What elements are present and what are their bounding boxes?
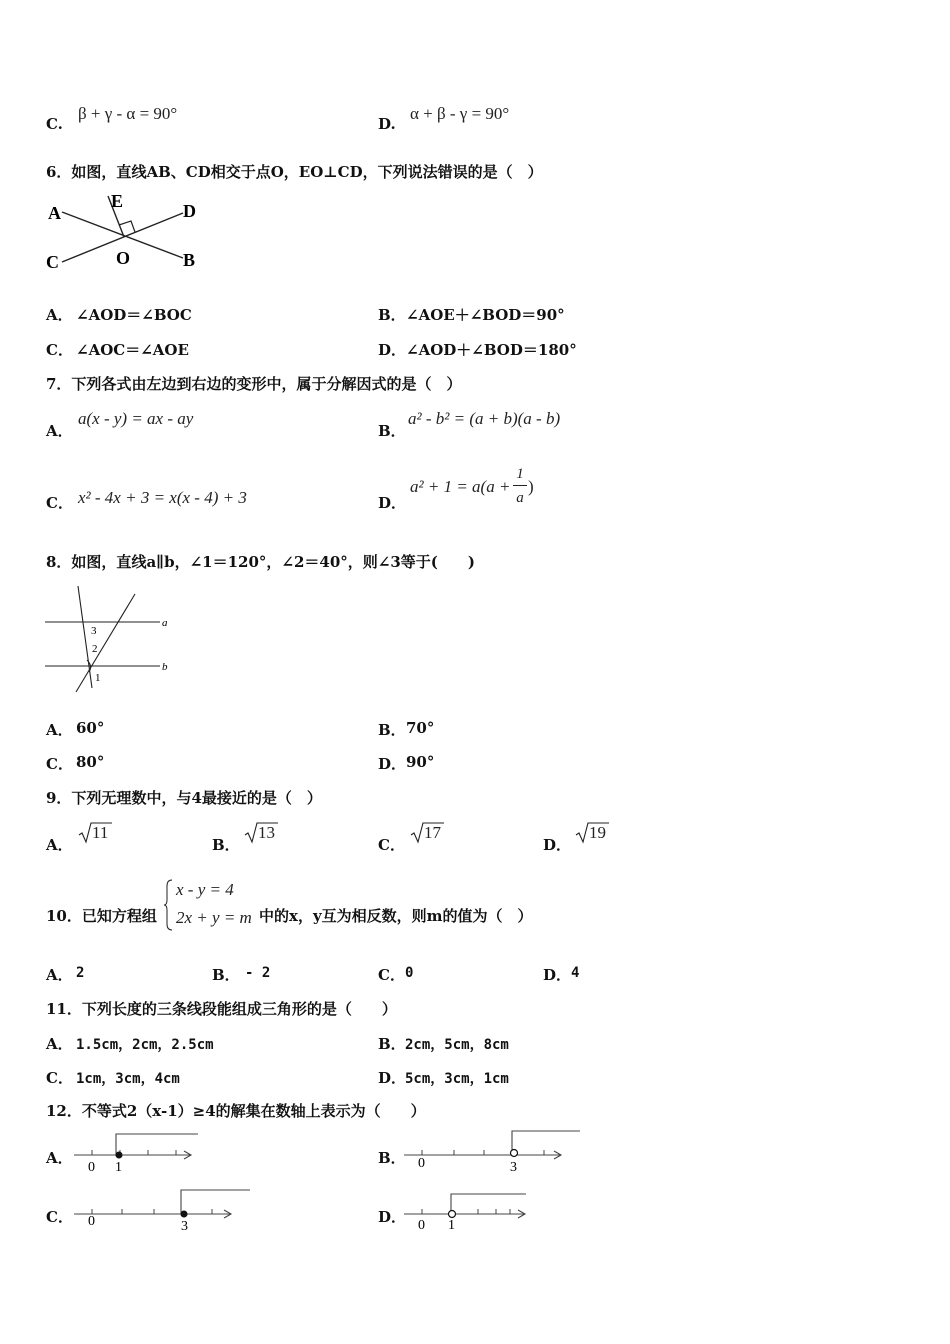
q12-d-mark: 1 bbox=[448, 1218, 455, 1233]
q11-option-a-label: A． bbox=[46, 1035, 73, 1053]
q10-option-b-label: B． bbox=[212, 966, 240, 984]
q12-b-zero: 0 bbox=[418, 1156, 425, 1171]
q12-option-c-label: C． bbox=[46, 1208, 73, 1226]
fig6-label-o: O bbox=[116, 248, 131, 268]
q11-option-c-label: C． bbox=[46, 1069, 73, 1087]
q7-option-c-expr: x² - 4x + 3 = x(x - 4) + 3 bbox=[78, 488, 247, 507]
q7-option-d-frac-num: 1 bbox=[516, 466, 524, 482]
q8-figure bbox=[40, 580, 180, 700]
q7-option-d-frac-den: a bbox=[516, 490, 524, 506]
q8-stem: 8．如图，直线a∥b，∠1＝120°，∠2＝40°，则∠3等于( ) bbox=[46, 553, 475, 571]
system-brace-icon bbox=[164, 878, 174, 932]
fig8-label-b: b bbox=[162, 661, 168, 673]
q10-option-a-label: A． bbox=[46, 966, 73, 984]
q8-option-c-text: 80° bbox=[76, 753, 105, 771]
q9-option-a-label: A． bbox=[46, 836, 73, 854]
q8-option-b-text: 70° bbox=[406, 719, 435, 737]
q7-option-d-label: D． bbox=[378, 494, 407, 512]
q6-option-d-text: ∠AOD＋∠BOD＝180° bbox=[406, 341, 577, 359]
q12-c-mark: 3 bbox=[181, 1219, 188, 1234]
q11-option-b-label: B． bbox=[378, 1035, 406, 1053]
fig6-label-a: A bbox=[48, 203, 61, 223]
q10-option-a-text: 2 bbox=[76, 965, 85, 981]
q9-option-c-label: C． bbox=[378, 836, 405, 854]
q10-prefix: 10．已知方程组 bbox=[46, 907, 157, 925]
q12-option-d-number-line bbox=[400, 1186, 535, 1236]
q7-option-a-label: A． bbox=[46, 422, 73, 440]
q12-b-mark: 3 bbox=[510, 1160, 517, 1175]
q6-stem: 6．如图，直线AB、CD相交于点O，EO⊥CD，下列说法错误的是（ ） bbox=[46, 163, 543, 181]
q11-option-a-text: 1.5cm，2cm，2.5cm bbox=[76, 1037, 214, 1053]
fig8-angle-1: 1 bbox=[95, 672, 101, 684]
transversal-1 bbox=[78, 586, 92, 688]
q10-option-d-label: D． bbox=[543, 966, 572, 984]
q7-option-d-expr-post: ) bbox=[528, 477, 534, 496]
q5-option-d-label: D. bbox=[378, 115, 396, 133]
q10-suffix: 中的x，y互为相反数，则m的值为（ ） bbox=[259, 907, 533, 925]
q11-option-b-text: 2cm，5cm，8cm bbox=[405, 1037, 509, 1053]
q6-option-d-label: D． bbox=[378, 341, 407, 359]
fig6-label-e: E bbox=[111, 191, 124, 211]
q8-option-a-label: A． bbox=[46, 721, 73, 739]
q8-option-b-label: B． bbox=[378, 721, 406, 739]
q6-option-c-text: ∠AOC＝∠AOE bbox=[76, 341, 189, 359]
q12-option-a-number-line bbox=[70, 1128, 205, 1178]
q10-option-c-label: C． bbox=[378, 966, 405, 984]
q8-option-c-label: C． bbox=[46, 755, 73, 773]
q9-option-b-radicand: 13 bbox=[258, 823, 275, 842]
open-point-icon bbox=[449, 1211, 456, 1218]
q7-option-c-label: C． bbox=[46, 494, 73, 512]
q11-option-d-label: D． bbox=[378, 1069, 407, 1087]
q12-option-a-label: A． bbox=[46, 1149, 73, 1167]
q12-c-zero: 0 bbox=[88, 1214, 95, 1229]
q7-option-b-expr: a² - b² = (a + b)(a - b) bbox=[408, 409, 561, 428]
transversal-2 bbox=[76, 594, 135, 692]
q8-option-d-text: 90° bbox=[406, 753, 435, 771]
q5-option-d-expr: α + β - γ = 90° bbox=[410, 104, 510, 123]
q12-option-d-label: D． bbox=[378, 1208, 407, 1226]
q6-option-b-text: ∠AOE＋∠BOD＝90° bbox=[406, 306, 565, 324]
fig6-label-c: C bbox=[46, 252, 59, 272]
q7-stem: 7．下列各式由左边到右边的变形中，属于分解因式的是（ ） bbox=[46, 375, 462, 393]
q10-equation-1: x - y = 4 bbox=[176, 880, 234, 899]
q12-option-c-number-line bbox=[70, 1186, 260, 1236]
fig8-label-a: a bbox=[162, 617, 168, 629]
q7-option-d-frac-bar bbox=[513, 485, 527, 486]
q6-option-c-label: C． bbox=[46, 341, 73, 359]
q5-option-c-label: C. bbox=[46, 115, 63, 133]
q7-option-d-expr-pre: a² + 1 = a(a + bbox=[410, 477, 511, 496]
q11-option-c-text: 1cm，3cm，4cm bbox=[76, 1071, 180, 1087]
q9-option-d-radicand: 19 bbox=[589, 823, 606, 842]
q6-option-a-label: A． bbox=[46, 306, 73, 324]
q7-option-b-label: B． bbox=[378, 422, 406, 440]
q10-option-c-text: 0 bbox=[405, 965, 414, 981]
q6-figure bbox=[40, 190, 220, 275]
q9-stem: 9．下列无理数中，与4最接近的是（ ） bbox=[46, 789, 322, 807]
filled-point-icon bbox=[116, 1152, 123, 1159]
q9-option-d-label: D． bbox=[543, 836, 572, 854]
q12-a-mark: 1 bbox=[115, 1160, 122, 1175]
fig6-label-b: B bbox=[183, 250, 196, 270]
q10-option-d-text: 4 bbox=[571, 965, 580, 981]
filled-point-icon bbox=[181, 1211, 188, 1218]
q11-stem: 11．下列长度的三条线段能组成三角形的是（ ） bbox=[46, 1000, 397, 1018]
fig8-angle-3: 3 bbox=[91, 625, 97, 637]
fig8-angle-2: 2 bbox=[92, 643, 98, 655]
q11-option-d-text: 5cm，3cm，1cm bbox=[405, 1071, 509, 1087]
q8-option-d-label: D． bbox=[378, 755, 407, 773]
q9-option-c-radicand: 17 bbox=[424, 823, 441, 842]
q9-option-b-label: B． bbox=[212, 836, 240, 854]
q9-option-a-radicand: 11 bbox=[92, 823, 109, 842]
q7-option-a-expr: a(x - y) = ax - ay bbox=[78, 409, 194, 428]
q12-stem: 12．不等式2（x-1）≥4的解集在数轴上表示为（ ） bbox=[46, 1102, 426, 1120]
q12-option-b-label: B． bbox=[378, 1149, 406, 1167]
q6-option-b-label: B． bbox=[378, 306, 406, 324]
open-point-icon bbox=[511, 1150, 518, 1157]
q10-option-b-text: - 2 bbox=[245, 965, 271, 981]
q5-option-c-expr: β + γ - α = 90° bbox=[78, 104, 178, 123]
q10-equation-2: 2x + y = m bbox=[176, 908, 252, 927]
q12-d-zero: 0 bbox=[418, 1218, 425, 1233]
q12-option-b-number-line bbox=[400, 1126, 590, 1176]
q6-option-a-text: ∠AOD＝∠BOC bbox=[76, 306, 192, 324]
q8-option-a-text: 60° bbox=[76, 719, 105, 737]
q12-a-zero: 0 bbox=[88, 1160, 95, 1175]
fig6-label-d: D bbox=[183, 201, 196, 221]
